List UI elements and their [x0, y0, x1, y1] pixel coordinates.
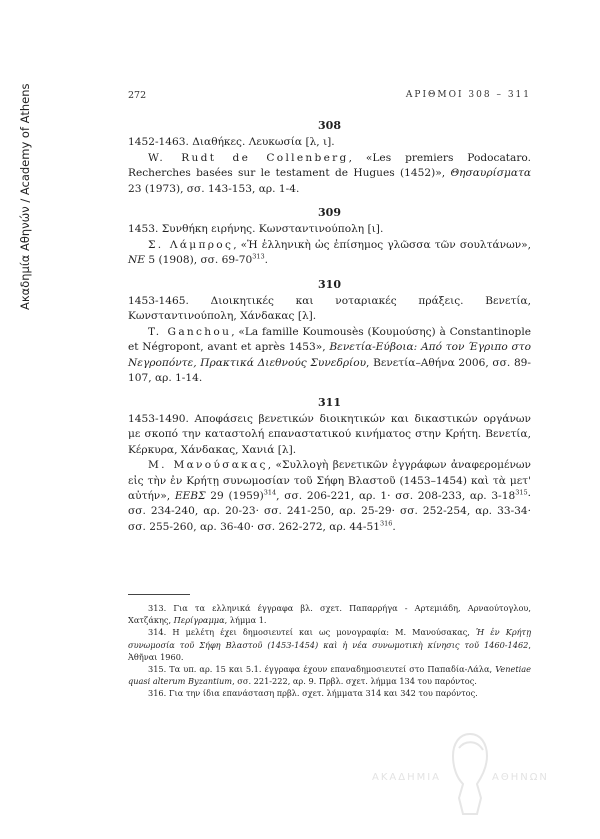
page-header	[128, 90, 531, 104]
footnote: 315. Τα υπ. αρ. 15 και 5.1. έγγραφα έχουν επαναδημοσιευτεί στο Παπαδία-Λάλα, Venetiae quasi alterum Byzantium, σσ. 221-222, αρ. 9. Πρβλ. σχετ. λήμμα 134 του παρόντος.	[128, 664, 531, 687]
footnote-ref[interactable]: 313	[252, 252, 265, 261]
entry-bibliography: W. Rudt de Collenberg, «Les premiers Podocataro. Recherches basées sur le testament de Hugues (1452)», Θησαυρίσματα 23 (1973), σσ. 143-153, αρ. 1-4.	[128, 151, 531, 195]
footnotes	[128, 602, 531, 700]
side-label-text: Ακαδημία Αθηνών / Academy of Athens	[18, 83, 32, 310]
entry-heading: 1453-1490. Αποφάσεις βενετικών διοικητικών και δικαστικών οργάνων με σκοπό την καταστολή επαναστατικού κινήματος στην Κρήτη. Βενετία, Κέρκυρα, Χάνδακας, Χανιά [λ].	[128, 412, 531, 456]
footnote-ref[interactable]: 316	[379, 519, 393, 528]
footnote-divider	[128, 594, 190, 595]
footnote: 316. Για την ίδια επανάσταση πρβλ. σχετ. λήμματα 314 και 342 του παρόντος.	[148, 688, 478, 699]
academy-watermark	[372, 728, 562, 828]
side-label	[14, 40, 36, 310]
running-head: ΑΡΙΘΜΟΙ 308 – 311	[405, 90, 531, 100]
entry-308	[128, 118, 531, 197]
entry-number: 311	[318, 395, 341, 409]
bib-author: Μ. Μανούσακας	[148, 459, 268, 472]
entry-309	[128, 205, 531, 269]
entry-heading: 1452-1463. Διαθήκες. Λευκωσία [λ, ι].	[128, 136, 335, 149]
bib-author: Σ. Λάμπρος	[148, 238, 234, 251]
catalogue-entries	[128, 118, 531, 543]
entry-bibliography: T. Ganchou, «La famille Koumousès (Κουμούσης) à Constantinople et Négropont, avant et après 1453», Βενετία-Εύβοια: Από τον Έγριπο στο Νεγροπόντε, Πρακτικά Διεθνούς Συνεδρίου, Βενετία–Αθήνα 2006, σσ. 89-107, αρ. 1-14.	[128, 325, 531, 385]
entry-number: 310	[318, 277, 341, 291]
athena-head-icon	[447, 728, 493, 818]
entry-310	[128, 277, 531, 387]
entry-bibliography: Μ. Μανούσακας, «Συλλογὴ βενετικῶν ἐγγράφων ἀναφερομένων εἰς τὴν ἐν Κρήτῃ συνωμοσίαν τοῦ Σήφη Βλαστοῦ (1453–1454) καὶ τὰ μετ' αὐτήν», ΕΕΒΣ 29 $(1959)^{314}$, σσ. 206-221, αρ. 1· σσ. 208-233, αρ. $3-18^{315}\cdot \sigma\sigma$. 234-240, αρ. 20-23· σσ. 241-250, αρ. 25-29· σσ. 252-254, αρ. 33-34· σσ. 255-260, αρ. 36-40· σσ. 262-272, αρ. $44-51^{316}$.	[128, 459, 531, 533]
entry-heading: 1453. Συνθήκη ειρήνης. Κωνσταντινούπολη [ι].	[128, 223, 384, 236]
footnote: 313. Για τα ελληνικά έγγραφα βλ. σχετ. Παπαρρήγα - Αρτεμιάδη, Αρναούτογλου, Χατζάκης, Περίγραμμα, λήμμα 1.	[128, 603, 531, 626]
entry-311	[128, 395, 531, 536]
watermark-text-left: ΑΚΑΔΗΜΙΑ	[372, 772, 442, 783]
bib-author: W. Rudt de Collenberg	[148, 151, 349, 164]
footnote: 314. Η μελέτη έχει δημοσιευτεί και ως μονογραφία: Μ. Μανούσακας, Ἡ ἐν Κρήτῃ συνωμοσία τοῦ Σήφη Βλαστοῦ (1453-1454) καὶ ἡ νέα συνωμοτικὴ κίνησις τοῦ 1460-1462, Ἀθῆναι 1960.	[128, 627, 531, 662]
footnote-ref[interactable]: 315	[515, 488, 528, 497]
entry-heading: 1453-1465. Διοικητικές και νοταριακές πράξεις. Βενετία, Κωνσταντινούπολη, Χάνδακας [λ].	[128, 295, 531, 323]
bib-author: T. Ganchou	[148, 325, 232, 338]
watermark-text-right: ΑΘΗΝΩΝ	[492, 772, 549, 783]
footnote-ref[interactable]: 314	[263, 488, 277, 497]
page-number: 272	[128, 90, 147, 101]
entry-number: 308	[318, 119, 341, 132]
entry-bibliography: Σ. Λάμπρος, «Ἡ ἑλληνικὴ ὡς ἐπίσημος γλῶσσα τῶν σουλτάνων», NE 5 (1908), σσ. $69-70^{313}$.	[128, 238, 531, 267]
entry-number: 309	[318, 206, 341, 220]
